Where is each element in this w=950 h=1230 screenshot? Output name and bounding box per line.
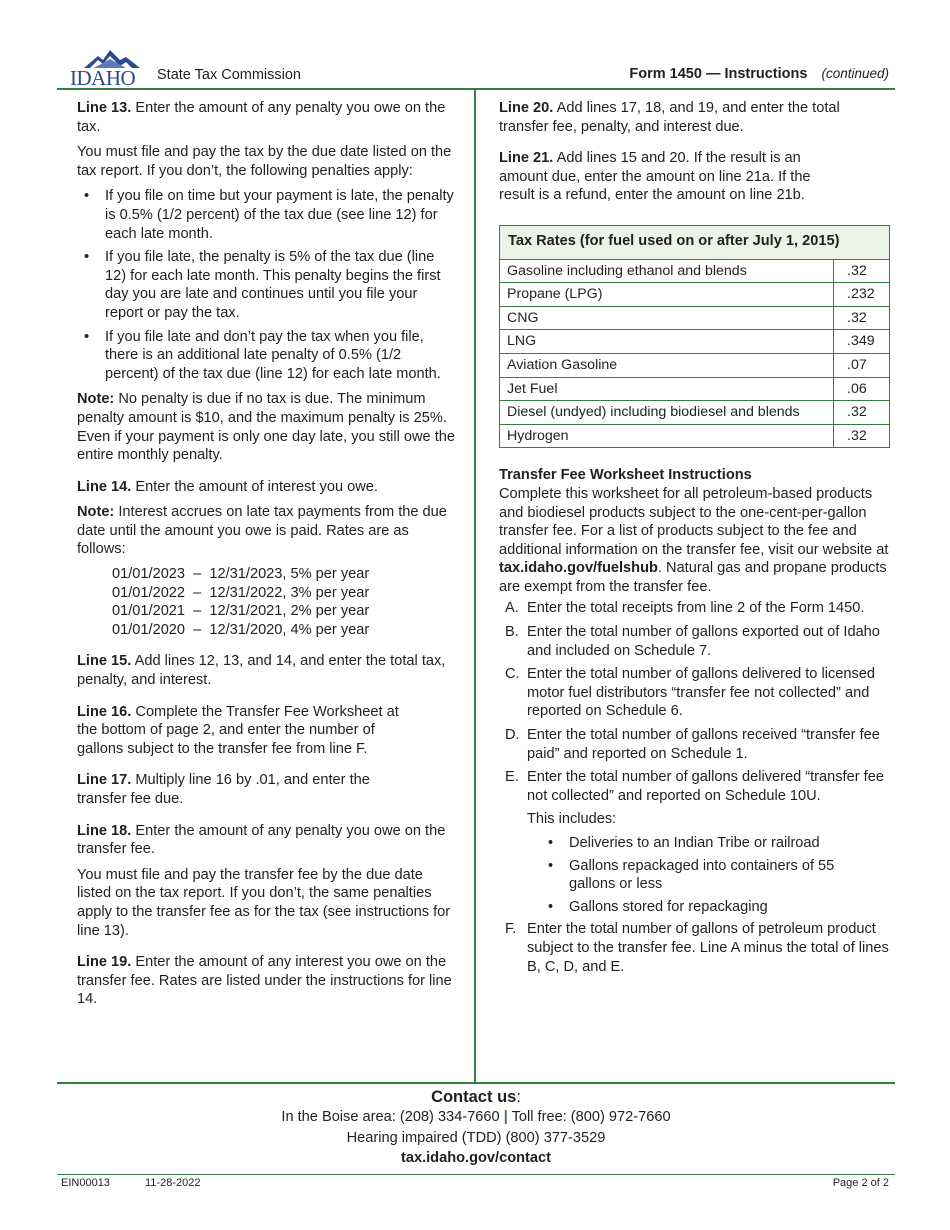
line18-text: Enter the amount of any penalty you owe on the transfer fee. (77, 822, 446, 858)
rate-cell: .349 (834, 330, 890, 354)
line17-text: Multiply line 16 by .01, and enter the transfer fee due. (77, 772, 370, 807)
line13-label: Line 13. (77, 100, 132, 116)
line17-paragraph (77, 771, 407, 808)
footer-bottom-rule (57, 1174, 895, 1175)
line14-label: Line 14. (77, 478, 132, 495)
table-row (500, 259, 890, 283)
line20-paragraph (499, 99, 891, 136)
fuel-cell: Diesel (undyed) including biodiesel and blends (500, 401, 834, 425)
list-item: • If you file late and don’t pay the tax when you file, there is an additional late penalty of 0.5% (1/2 percent) of the tax due (line 12) for each late month. (77, 328, 457, 384)
worksheet-intro-text: . Natural gas and propane products are exempt from the transfer fee. (499, 560, 887, 595)
line20-label: Line 20. (499, 100, 554, 116)
form-code: EIN00013 (61, 1177, 110, 1189)
left-column (77, 99, 457, 1016)
list-item (499, 623, 891, 660)
includes-list (499, 834, 891, 916)
table-row (500, 353, 890, 377)
fuel-cell: Jet Fuel (500, 377, 834, 401)
page-number: Page 2 of 2 (832, 1177, 889, 1189)
worksheet-steps-final (499, 920, 891, 976)
continued-label: (continued) (821, 66, 889, 81)
rate-cell: .232 (834, 283, 890, 307)
list-item: • If you file on time but your payment is late, the penalty is 0.5% (1/2 percent) of the tax due (see line 12) for each late month. (77, 187, 457, 243)
rate-row: 01/01/2021 – 12/31/2021, 2% per year (112, 603, 370, 620)
page-header (57, 48, 895, 90)
contact-title-text: Contact us (431, 1088, 517, 1106)
line21-paragraph (499, 149, 839, 205)
contact-link[interactable]: tax.idaho.gov/contact (400, 1150, 551, 1166)
note-label: Note: (77, 391, 115, 408)
table-row (500, 377, 890, 401)
rate-cell: .32 (834, 259, 890, 283)
rate-cell: .32 (834, 424, 890, 448)
tdd-phone: Hearing impaired (TDD) (800) 377-3529 (346, 1129, 606, 1146)
line16-paragraph (77, 703, 412, 759)
step-text: Enter the total number of gallons of petroleum product subject to the transfer fee. Line A minus the total of lines B, C, D, and E. (527, 921, 889, 975)
step-text: Enter the total number of gallons delivered “transfer fee not collected” and reported on Schedule 10U. (527, 769, 884, 804)
footer-divider (57, 1082, 895, 1084)
contact-phones (57, 1107, 895, 1128)
contact-title (57, 1087, 895, 1107)
line14-paragraph (77, 478, 457, 497)
step-letter: B. (505, 624, 519, 641)
line16-label: Line 16. (77, 703, 132, 720)
rate-cell: .07 (834, 353, 890, 377)
note-text: Interest accrues on late tax payments from the due date until the amount you owe is paid. Rates are as follows: (77, 504, 447, 558)
step-letter: C. (505, 666, 520, 683)
rate-cell: .06 (834, 377, 890, 401)
penalty-note (77, 390, 457, 464)
fuel-cell: Propane (LPG) (500, 283, 834, 307)
fuel-cell: CNG (500, 306, 834, 330)
list-item: • Gallons repackaged into containers of 55 gallons or less (499, 857, 839, 894)
commission-name: State Tax Commission (157, 67, 301, 83)
fuel-cell: Gasoline including ethanol and blends (500, 259, 834, 283)
tollfree-phone: Toll free: (800) 972-7660 (511, 1109, 671, 1125)
revision-date: 11-28-2022 (145, 1177, 201, 1189)
list-item (499, 665, 891, 721)
rate-row: 01/01/2020 – 12/31/2020, 4% per year (112, 621, 370, 638)
step-letter: F. (505, 921, 517, 938)
note-label: Note: (77, 504, 115, 521)
interest-note (77, 503, 457, 559)
interest-rates-list (112, 565, 457, 639)
fuelshub-link[interactable]: tax.idaho.gov/fuelshub (499, 560, 658, 577)
step-letter: A. (505, 600, 519, 617)
penalty-list (77, 187, 457, 383)
table-row (500, 283, 890, 307)
line13-text: Enter the amount of any penalty you owe on the tax. (77, 100, 446, 135)
table-row (500, 401, 890, 425)
form-name: Form 1450 — Instructions (629, 66, 808, 82)
line13-due-paragraph: You must file and pay the tax by the due date listed on the tax report. If you don’t, the following penalties apply: (77, 144, 452, 179)
contact-block (57, 1087, 895, 1169)
table-row (500, 330, 890, 354)
column-divider (474, 90, 476, 1083)
line21-text: Add lines 15 and 20. If the result is an amount due, enter the amount on line 21a. If the result is a refund, enter the amount on line 21b. (499, 150, 811, 204)
mountain-logo-icon (70, 48, 152, 88)
line19-paragraph (77, 953, 457, 1009)
line18-label: Line 18. (77, 822, 132, 839)
fuel-cell: LNG (500, 330, 834, 354)
worksheet-title: Transfer Fee Worksheet Instructions (499, 467, 752, 484)
tax-rates-table (499, 225, 890, 448)
step-text: Enter the total number of gallons delivered to licensed motor fuel distributors “transfer fee not collected” and reported on Schedule 6. (527, 666, 876, 720)
logo-wordmark: IDAHO (70, 66, 136, 88)
step-letter: D. (505, 727, 520, 744)
list-item (499, 599, 891, 618)
list-item (499, 726, 891, 763)
fuel-cell: Hydrogen (500, 424, 834, 448)
list-item: • If you file late, the penalty is 5% of the tax due (line 12) for each late month. This penalty begins the first day you are late and continues until you file your report or pay the tax. (77, 248, 457, 322)
line14-text: Enter the amount of interest you owe. (131, 478, 378, 495)
tax-table-title: Tax Rates (for fuel used on or after July 1, 2015) (500, 225, 890, 259)
rate-row: 01/01/2023 – 12/31/2023, 5% per year (112, 566, 370, 583)
table-row (500, 306, 890, 330)
line19-text: Enter the amount of any interest you owe on the transfer fee. Rates are listed under the instructions for line 14. (77, 954, 452, 1008)
worksheet-intro-text: Complete this worksheet for all petroleum-based products and biodiesel products subject to the one-cent-per-gallon transfer fee. For a list of products subject to the fee and additional information on the transfer fee, visit our website at (499, 485, 889, 558)
step-text: Enter the total receipts from line 2 of the Form 1450. (527, 600, 865, 617)
worksheet-steps (499, 599, 891, 805)
line19-label: Line 19. (77, 954, 132, 971)
line18-paragraph (77, 822, 457, 859)
list-item (499, 920, 891, 976)
boise-phone: In the Boise area: (208) 334-7660 (281, 1109, 500, 1125)
line16-text: Complete the Transfer Fee Worksheet at the bottom of page 2, and enter the number of gallons subject to the transfer fee from line F. (77, 703, 399, 757)
note-text: No penalty is due if no tax is due. The minimum penalty amount is $10, and the maximum penalty is 25%. Even if your payment is only one day late, you still owe the entire monthly penalty. (77, 391, 456, 464)
idaho-logo (70, 48, 301, 88)
list-item: • Deliveries to an Indian Tribe or railroad (499, 834, 891, 853)
includes-label: This includes: (527, 811, 617, 828)
rate-cell: .32 (834, 306, 890, 330)
line15-label: Line 15. (77, 653, 132, 670)
line21-label: Line 21. (499, 150, 554, 167)
fuel-cell: Aviation Gasoline (500, 353, 834, 377)
phone-separator: | (503, 1109, 508, 1125)
list-item: • Gallons stored for repackaging (499, 898, 891, 917)
line13-paragraph (77, 99, 457, 136)
contact-colon: : (516, 1088, 521, 1106)
line15-paragraph (77, 652, 457, 689)
table-row (500, 424, 890, 448)
step-text: Enter the total number of gallons received “transfer fee paid” and reported on Schedule 1. (527, 727, 880, 762)
line20-text: Add lines 17, 18, and 19, and enter the total transfer fee, penalty, and interest due. (499, 100, 840, 135)
step-text: Enter the total number of gallons exported out of Idaho and included on Schedule 7. (527, 624, 880, 659)
line17-label: Line 17. (77, 772, 132, 789)
line18-due-paragraph: You must file and pay the transfer fee by the due date listed on the tax report. If you don’t, the same penalties apply to the transfer fee as for the tax (see instructions for line 13). (77, 866, 451, 939)
rate-cell: .32 (834, 401, 890, 425)
worksheet-intro (499, 485, 891, 597)
line15-text: Add lines 12, 13, and 14, and enter the total tax, penalty, and interest. (77, 653, 446, 689)
form-title (629, 65, 889, 84)
list-item (499, 768, 891, 805)
step-letter: E. (505, 769, 519, 786)
rate-row: 01/01/2022 – 12/31/2022, 3% per year (112, 584, 370, 601)
right-column (499, 99, 891, 981)
